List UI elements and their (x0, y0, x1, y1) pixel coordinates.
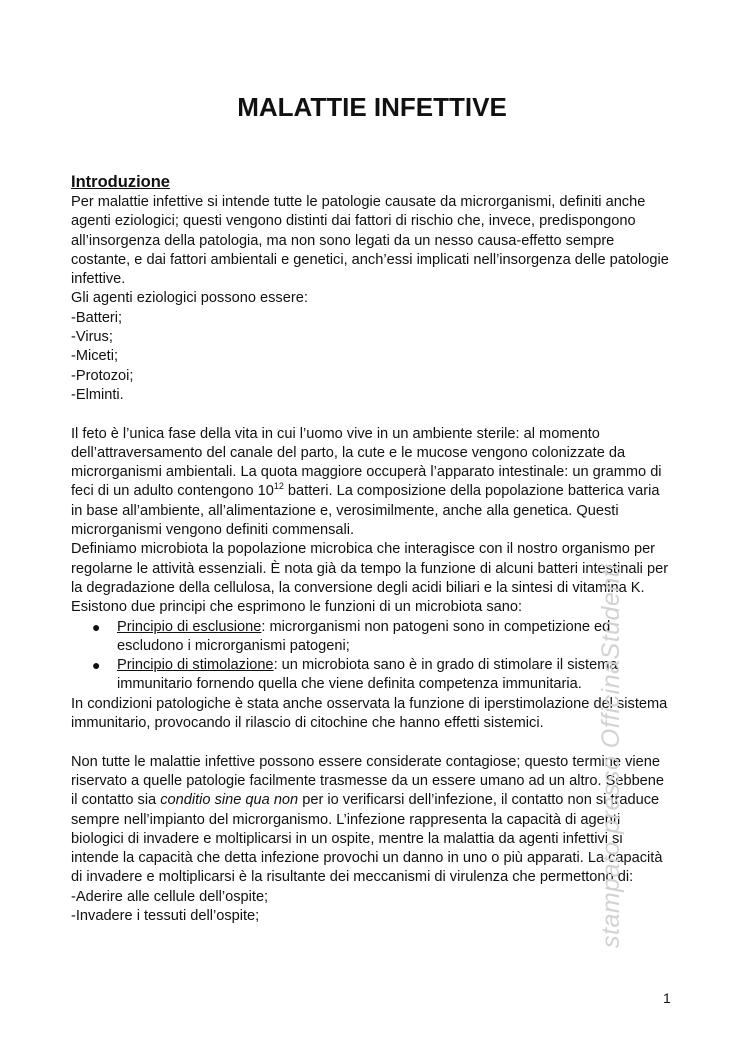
mechanism-item: -Aderire alle cellule dell’ospite; (71, 888, 269, 905)
principle-text: : un microbiota sano è in grado di stimolare il sistema immunitario fornendo quella che viene definita competenza immunitaria. (117, 657, 618, 693)
paragraph-contagion (71, 753, 673, 888)
principles-list (71, 618, 673, 695)
document-body (71, 171, 673, 926)
section-heading: Introduzione (71, 173, 170, 191)
paragraph-intro: Per malattie infettive si intende tutte le patologie causate da microrganismi, definiti anche agenti eziologici; questi vengono distinti dai fattori di rischio che, invece, predispongono all’insorgenza della patologia, ma non sono legati da un nesso causa-effetto sempre costante, e dai fattori ambientali e genetici, anch’essi implicati nell’insorgenza delle patologie infettive. (71, 194, 669, 288)
agent-item: -Protozoi; (71, 367, 134, 384)
principle-text: : microrganismi non patogeni sono in competizione ed escludono i microrganismi patogeni; (117, 618, 611, 654)
bullet-icon: ● (92, 657, 101, 674)
paragraph-contagion-part2: per io verificarsi dell’infezione, il contatto non si traduce sempre nell’impianto del microrganismo. L’infezione rappresenta la capacità di agenti biologici di invadere e moltiplicarsi in un ospite, mentre la malattia da agenti infettivi si intende la capacità che detta infezione provochi un danno in uno o più apparati. La capacità di invadere e moltiplicarsi è la risultante dei meccanismi di virulenza che permettono di: (71, 792, 663, 886)
bullet-icon: ● (92, 618, 101, 635)
watermark: stampato presso OfficinaStudenti (597, 563, 625, 948)
agent-item: -Miceti; (71, 348, 119, 365)
agent-item: -Elminti. (71, 386, 124, 403)
paragraph-fetus (71, 425, 673, 541)
page-number: 1 (663, 990, 671, 1006)
agent-item: -Batteri; (71, 309, 123, 326)
paragraph-pathologic: In condizioni patologiche è stata anche osservata la funzione di iperstimolazione del sistema immunitario, provocando il rilascio di citochine che hanno effetti sistemici. (71, 695, 668, 732)
principle-term: Principio di stimolazione (117, 657, 274, 674)
paragraph-agents-lead: Gli agenti eziologici possono essere: (71, 290, 308, 307)
paragraph-fetus-part1: Il feto è l’unica fase della vita in cui l’uomo vive in un ambiente sterile: al momento dell’attraversamento del canale del parto, la cute e le mucose vengono colonizzate da microrganismi ambientali. La quota maggiore occuperà l’apparato intestinale: un grammo di feci di un adulto contengono 10 (71, 425, 662, 500)
list-item (92, 656, 673, 695)
paragraph-fetus-part2: batteri. La composizione della popolazione batterica varia in base all’ambiente, all’alimentazione e, verosimilmente, anche alla genetica. Questi microrganismi vengono definiti commensali. (71, 483, 660, 539)
paragraph-microbiota: Definiamo microbiota la popolazione microbica che interagisce con il nostro organismo per regolarne le attività essenziali. È nota già da tempo la funzione di alcuni batteri intestinali per la degradazione della cellulosa, la conversione degli acidi biliari e la sintesi di vitamina K. Esistono due principi che esprimono le funzioni di un microbiota sano: (71, 541, 669, 616)
mechanism-item: -Invadere i tessuti dell’ospite; (71, 907, 260, 924)
principle-term: Principio di esclusione (117, 618, 262, 635)
paragraph-contagion-part1: Non tutte le malattie infettive possono essere considerate contagiose; questo termine viene riservato a quelle patologie facilmente trasmesse da un essere umano ad un altro. Sebbene il contatto sia (71, 753, 665, 809)
document-title: MALATTIE INFETTIVE (237, 92, 507, 122)
agent-item: -Virus; (71, 329, 113, 346)
italic-phrase: conditio sine qua non (160, 792, 299, 809)
list-item (92, 618, 673, 657)
exponent: 12 (273, 481, 284, 492)
